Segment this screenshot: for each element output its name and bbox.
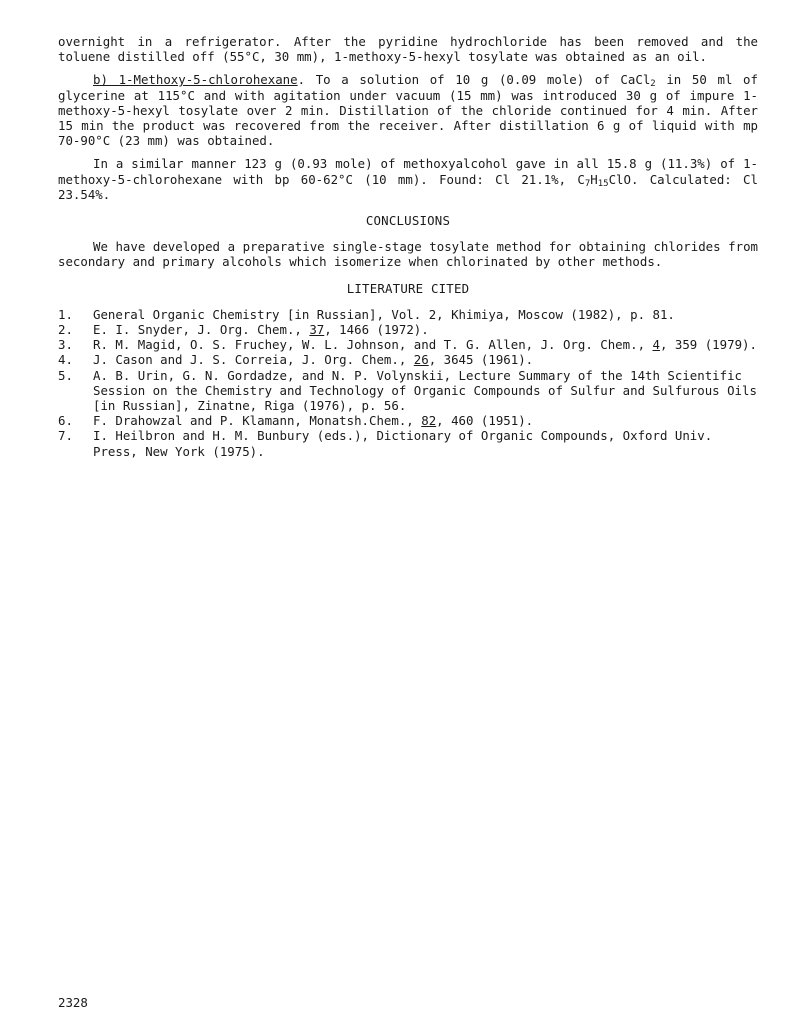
reference-item bbox=[58, 352, 758, 367]
reference-text bbox=[93, 352, 758, 367]
reference-number: 5. bbox=[58, 367, 73, 383]
subscript-h15: 15 bbox=[597, 178, 609, 189]
reference-text: I. Heilbron and H. M. Bunbury (eds.), Dictionary of Organic Compounds, Oxford Univ. Press, New York (1975). bbox=[93, 428, 713, 459]
paragraph-similar-a: In a similar manner 123 g (0.93 mole) of methoxyalcohol gave in all 15.8 g (11.3%) of 1-methoxy-5-chlorohexane with bp 60-62°C (10 mm). Found: Cl 21.1%, C bbox=[58, 156, 758, 187]
reference-number: 4. bbox=[58, 352, 73, 368]
paragraph-chlorohexane bbox=[58, 72, 758, 148]
paragraph-tosylate-end: overnight in a refrigerator. After the pyridine hydrochloride has been removed and the toluene distilled off (55°C, 30 mm), 1-methoxy-5-hexyl tosylate was obtained as an oil. bbox=[58, 34, 758, 65]
reference-text-a: J. Cason and J. S. Correia, J. Org. Chem., bbox=[93, 352, 414, 368]
paragraph-chlorohexane-a: . To a solution of 10 g (0.09 mole) of CaCl bbox=[297, 72, 651, 88]
conclusions-heading: CONCLUSIONS bbox=[365, 213, 451, 229]
reference-item bbox=[58, 368, 758, 414]
paragraph-similar-b: ClO. Calculated: Cl 23.54%. bbox=[58, 171, 758, 202]
reference-text-b: , 359 (1979). bbox=[659, 337, 757, 353]
reference-number: 7. bbox=[58, 428, 73, 444]
paragraph-chlorohexane-b: in 50 ml of glycerine at 115°C and with agitation under vacuum (15 mm) was introduced 30 g of impure 1-methoxy-5-hexyl tosylate over 2 min. Distillation of the chloride continued for 4 min. After 15 min the product was recovered from the receiver. After distillation 6 g of liquid with mp 70-90°C (23 mm) was obtained. bbox=[58, 72, 758, 149]
reference-text bbox=[93, 337, 758, 352]
subscript-cacl2: 2 bbox=[650, 79, 656, 90]
reference-text-b: , 3645 (1961). bbox=[428, 352, 534, 368]
reference-text-b: , 460 (1951). bbox=[436, 413, 534, 429]
section-label-b: b) 1-Methoxy-5-chlorohexane bbox=[93, 72, 298, 88]
reference-text: A. B. Urin, G. N. Gordadze, and N. P. Volynskii, Lecture Summary of the 14th Scientific Session on the Chemistry and Technology of Organic Compounds of Sulfur and Sulfurous Oils [in Russian], Zinatne, Riga (1976), p. 56. bbox=[93, 367, 757, 414]
formula-h: H bbox=[590, 171, 598, 187]
reference-text bbox=[93, 322, 758, 337]
reference-text-b: , 1466 (1972). bbox=[324, 322, 429, 338]
reference-text-a: E. I. Snyder, J. Org. Chem., bbox=[93, 322, 310, 338]
reference-list bbox=[58, 307, 758, 459]
reference-number: 3. bbox=[58, 337, 73, 353]
reference-number: 6. bbox=[58, 413, 73, 429]
reference-item bbox=[58, 337, 758, 352]
reference-number: 2. bbox=[58, 322, 73, 338]
conclusions-text: We have developed a preparative single-stage tosylate method for obtaining chlorides from secondary and primary alcohols which isomerize when chlorinated by other methods. bbox=[58, 239, 758, 270]
reference-text-a: F. Drahowzal and P. Klamann, Monatsh.Chem., bbox=[93, 413, 422, 429]
literature-heading: LITERATURE CITED bbox=[346, 280, 470, 296]
reference-volume: 82 bbox=[421, 413, 437, 429]
reference-item bbox=[58, 413, 758, 428]
reference-volume: 26 bbox=[413, 352, 429, 368]
reference-volume: 4 bbox=[652, 337, 660, 353]
reference-volume: 37 bbox=[309, 322, 325, 338]
reference-number: 1. bbox=[58, 306, 73, 322]
page-body bbox=[58, 34, 758, 459]
reference-item bbox=[58, 322, 758, 337]
paragraph-similar-manner bbox=[58, 156, 758, 202]
subscript-c7: 7 bbox=[584, 178, 591, 189]
reference-text-a: R. M. Magid, O. S. Fruchey, W. L. Johnson, and T. G. Allen, J. Org. Chem., bbox=[93, 337, 653, 353]
reference-text: General Organic Chemistry [in Russian], Vol. 2, Khimiya, Moscow (1982), p. 81. bbox=[93, 306, 675, 322]
page-number: 2328 bbox=[58, 995, 88, 1010]
reference-item bbox=[58, 428, 758, 458]
reference-item bbox=[58, 307, 758, 322]
reference-text bbox=[93, 413, 758, 428]
